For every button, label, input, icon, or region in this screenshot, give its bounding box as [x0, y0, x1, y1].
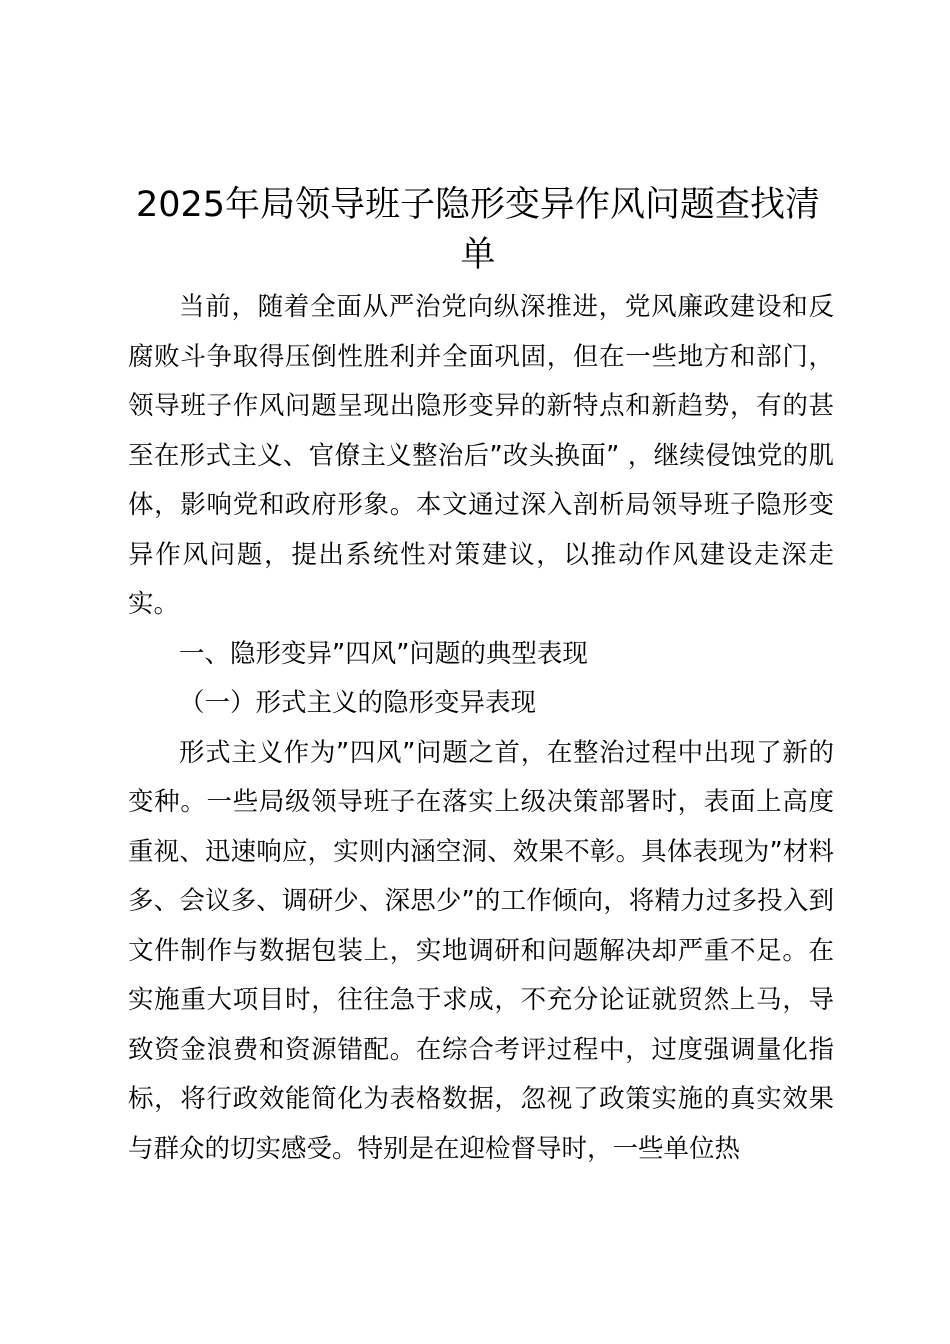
subsection-paragraph: 形式主义作为”四风”问题之首，在整治过程中出现了新的变种。一些局级领导班子在落实上级决策部署时，表面上高度重视、迅速响应，实则内涵空洞、效果不彰。具体表现为”材料多、会议多、调研少、深思少”的工作倾向，将精力过多投入到文件制作与数据包装上，实地调研和问题解决却严重不足。在实施重大项目时，往往急于求成，不充分论证就贸然上马，导致资金浪费和资源错配。在综合考评过程中，过度强调量化指标，将行政效能简化为表格数据，忽视了政策实施的真实效果与群众的切实感受。特别是在迎检督导时，一些单位热 [128, 737, 834, 1164]
intro-paragraph: 当前，随着全面从严治党向纵深推进，党风廉政建设和反腐败斗争取得压倒性胜利并全面巩固，但在一些地方和部门，领导班子作风问题呈现出隐形变异的新特点和新趋势，有的甚至在形式主义、官僚主义整治后”改头换面” ，继续侵蚀党的肌体，影响党和政府形象。本文通过深入剖析局领导班子隐形变异作风问题，提出系统性对策建议，以推动作风建设走深走实。 [128, 292, 834, 619]
document-title: 2025年局领导班子隐形变异作风问题查找清单 [135, 185, 821, 275]
section-heading: 一、隐形变异”四风”问题的典型表现 [179, 638, 588, 669]
subsection-heading: （一）形式主义的隐形变异表现 [179, 688, 537, 718]
document-body [128, 283, 834, 1174]
